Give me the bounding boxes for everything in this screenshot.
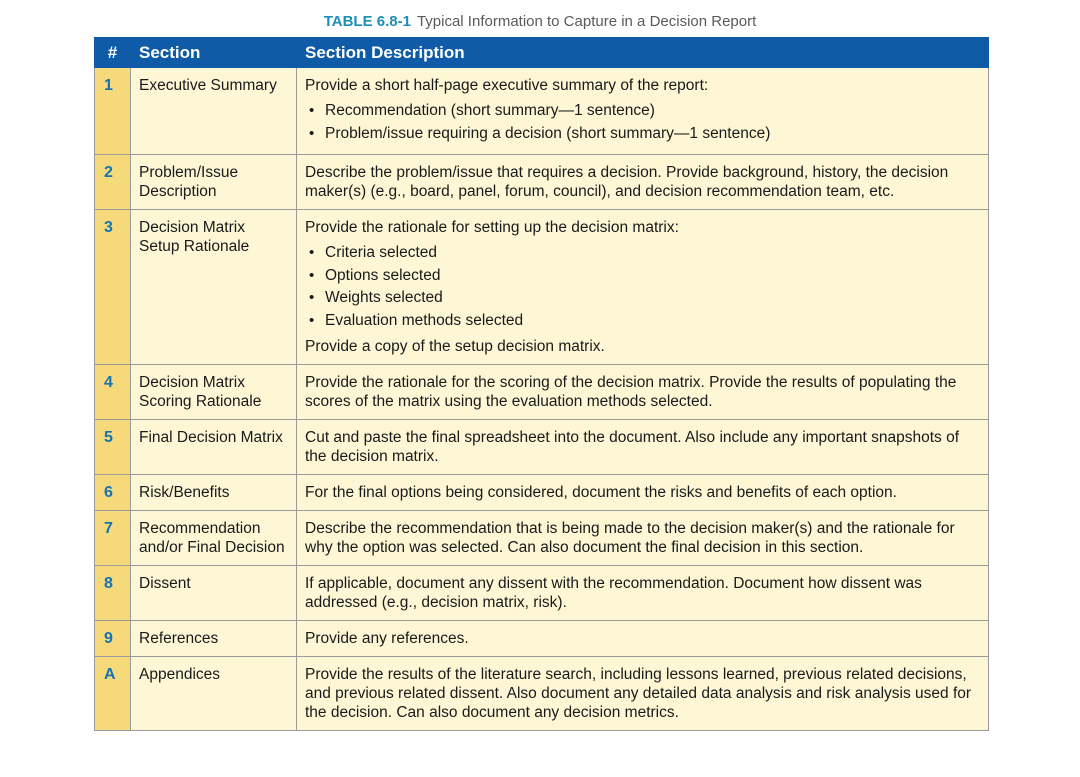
description-text: Provide any references. xyxy=(305,629,469,647)
row-description xyxy=(297,155,989,210)
table-caption xyxy=(0,13,1080,30)
description-text: Provide the rationale for setting up the decision matrix: xyxy=(305,219,679,236)
bullet-list xyxy=(305,243,980,330)
row-description xyxy=(297,68,989,155)
row-section: Problem/Issue Description xyxy=(131,155,297,210)
column-header-num: # xyxy=(95,38,131,68)
row-section: Decision Matrix Setup Rationale xyxy=(131,210,297,365)
row-number: 8 xyxy=(95,565,131,620)
table-row xyxy=(95,419,989,474)
header-row xyxy=(95,38,989,68)
row-description xyxy=(297,210,989,365)
row-description xyxy=(297,510,989,565)
row-description xyxy=(297,565,989,620)
row-section: References xyxy=(131,620,297,656)
description-text: If applicable, document any dissent with the recommendation. Document how dissent was addressed (e.g., decision matrix, risk). xyxy=(305,574,922,611)
row-description xyxy=(297,656,989,730)
table-row xyxy=(95,656,989,730)
row-number: 4 xyxy=(95,364,131,419)
row-section: Final Decision Matrix xyxy=(131,419,297,474)
table-row xyxy=(95,474,989,510)
table-number: TABLE 6.8-1 xyxy=(323,13,411,30)
row-section: Risk/Benefits xyxy=(131,474,297,510)
table-row xyxy=(95,364,989,419)
table-row xyxy=(95,565,989,620)
table-row xyxy=(95,620,989,656)
row-number: 2 xyxy=(95,155,131,210)
table-row xyxy=(95,68,989,155)
row-number: 1 xyxy=(95,68,131,155)
row-description xyxy=(297,364,989,419)
description-text-after: Provide a copy of the setup decision matrix. xyxy=(305,337,605,355)
bullet-list xyxy=(305,101,980,143)
row-section: Recommendation and/or Final Decision xyxy=(131,510,297,565)
row-section: Executive Summary xyxy=(131,68,297,155)
description-text: Cut and paste the final spreadsheet into the document. Also include any important snapshots of the decision matrix. xyxy=(305,428,959,465)
table-row xyxy=(95,155,989,210)
row-number: 3 xyxy=(95,210,131,365)
row-description xyxy=(297,419,989,474)
description-text: Provide the rationale for the scoring of the decision matrix. Provide the results of populating the scores of the matrix using the evaluation methods selected. xyxy=(305,373,957,410)
bullet-item: • Criteria selected xyxy=(307,243,980,262)
description-text: Describe the recommendation that is being made to the decision maker(s) and the rationale for why the option was selected. Can also document the final decision in this section. xyxy=(305,519,955,556)
table-title: Typical Information to Capture in a Decision Report xyxy=(416,13,757,30)
bullet-item: • Weights selected xyxy=(307,288,980,307)
description-text: Provide the results of the literature search, including lessons learned, previous related decisions, and previous related dissent. Also document any detailed data analysis and risk analysis used for the decision. Can also document any decision metrics. xyxy=(305,665,972,721)
row-number: 5 xyxy=(95,419,131,474)
row-section: Dissent xyxy=(131,565,297,620)
row-number: 9 xyxy=(95,620,131,656)
column-header-section: Section xyxy=(131,38,297,68)
table-row xyxy=(95,510,989,565)
description-text: Describe the problem/issue that requires a decision. Provide background, history, the decision maker(s) (e.g., board, panel, forum, council), and decision recommendation team, etc. xyxy=(305,164,949,200)
decision-report-table xyxy=(94,37,989,731)
row-number: A xyxy=(95,656,131,730)
bullet-item: • Recommendation (short summary—1 sentence) xyxy=(307,101,980,120)
row-number: 6 xyxy=(95,474,131,510)
row-description xyxy=(297,620,989,656)
bullet-item: • Problem/issue requiring a decision (short summary—1 sentence) xyxy=(307,124,980,143)
table-row xyxy=(95,210,989,365)
row-section: Decision Matrix Scoring Rationale xyxy=(131,364,297,419)
column-header-description: Section Description xyxy=(297,38,989,68)
bullet-item: • Evaluation methods selected xyxy=(307,311,980,330)
row-description xyxy=(297,474,989,510)
description-text: Provide a short half-page executive summary of the report: xyxy=(305,77,709,94)
row-section: Appendices xyxy=(131,656,297,730)
bullet-item: • Options selected xyxy=(307,266,980,285)
row-number: 7 xyxy=(95,510,131,565)
description-text: For the final options being considered, document the risks and benefits of each option. xyxy=(305,483,897,501)
